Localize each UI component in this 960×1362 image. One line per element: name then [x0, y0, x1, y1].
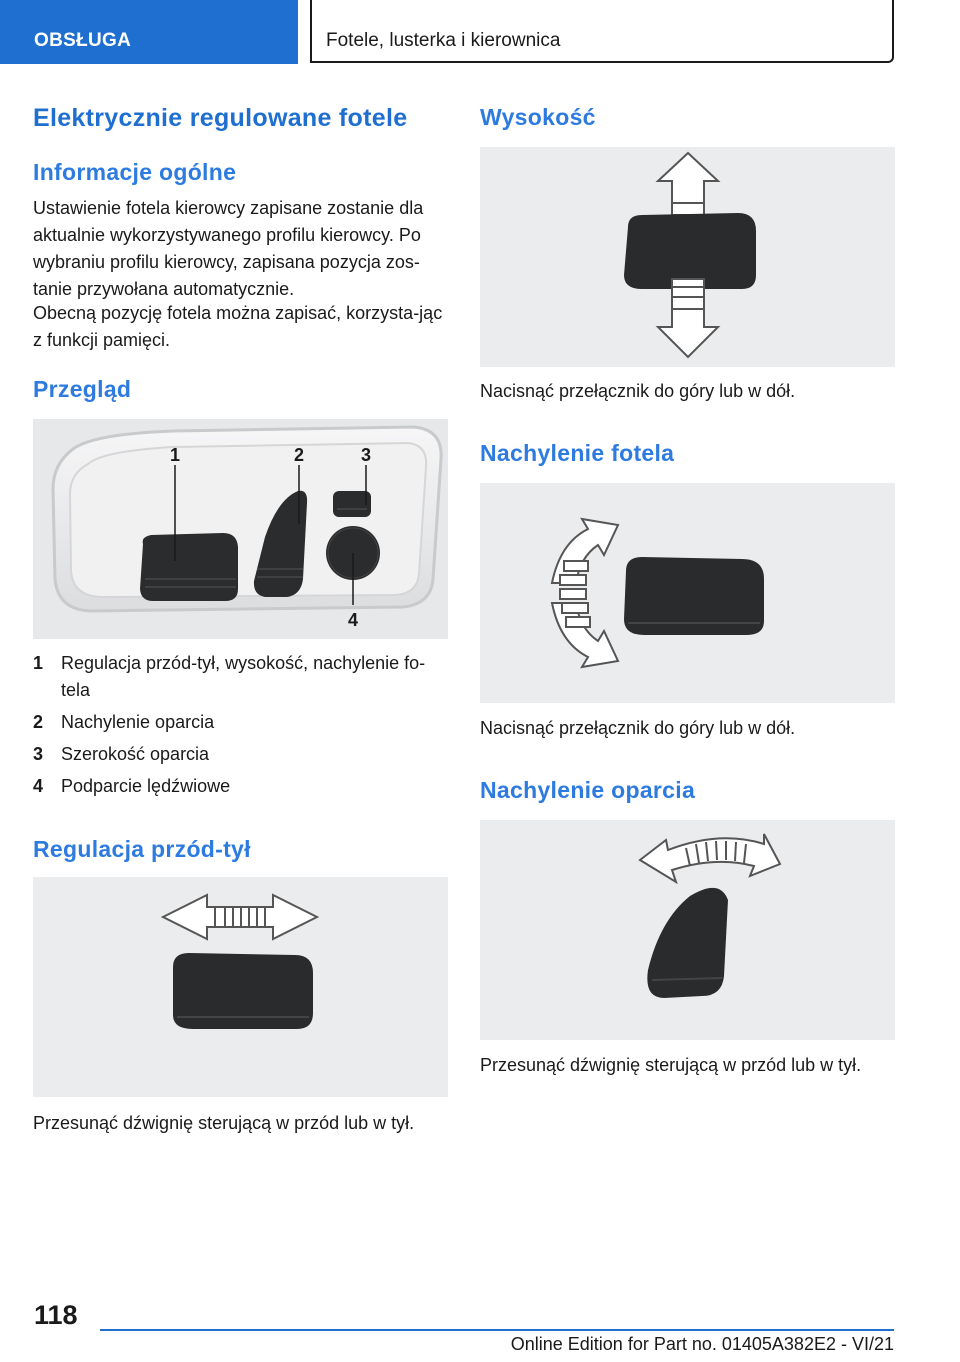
backrest-heading: Nachylenie oparcia	[480, 777, 696, 803]
fore-aft-image	[33, 877, 448, 1097]
tilt-heading: Nachylenie fotela	[480, 440, 675, 466]
legend-item	[33, 773, 451, 800]
header-section-label: OBSŁUGA	[34, 30, 132, 51]
legend-item	[33, 741, 451, 768]
callout-4: 4	[347, 610, 359, 630]
height-image	[480, 147, 895, 367]
legend-label: Podparcie lędźwiowe	[61, 776, 231, 796]
header-section-tab	[0, 0, 298, 64]
general-paragraph-2: Obecną pozycję fotela można zapisać, korzysta-jąc z funkcji pamięci.	[33, 303, 443, 350]
page-title: Elektrycznie regulowane fotele	[33, 104, 408, 132]
legend-number: 3	[33, 744, 44, 764]
backrest-image	[480, 820, 895, 1040]
overview-heading: Przegląd	[33, 376, 132, 402]
legend-label: Szerokość oparcia	[61, 744, 210, 764]
fore-aft-caption: Przesunąć dźwignię sterującą w przód lub w tył.	[33, 1113, 415, 1133]
legend-label: Nachylenie oparcia	[61, 712, 215, 732]
header-chapter-box	[310, 0, 894, 63]
tilt-caption: Nacisnąć przełącznik do góry lub w dół.	[480, 718, 796, 738]
footer-edition: Online Edition for Part no. 01405A382E2 - VI/21	[510, 1334, 894, 1354]
legend-item	[33, 709, 451, 736]
header-chapter-label: Fotele, lusterka i kierownica	[326, 30, 561, 51]
overview-legend	[33, 650, 451, 805]
fore-aft-heading: Regulacja przód-tył	[33, 836, 251, 862]
callout-2: 2	[293, 445, 305, 465]
callout-3: 3	[360, 445, 372, 465]
general-paragraph-1: Ustawienie fotela kierowcy zapisane zostanie dla aktualnie wykorzystywanego profilu kierowcy. Po wybraniu profilu kierowcy, zapisana pozycja zos-tanie przywołana automatycznie.	[33, 198, 424, 299]
height-heading: Wysokość	[480, 104, 596, 130]
legend-label: Regulacja przód-tył, wysokość, nachylenie fo-tela	[61, 653, 426, 700]
legend-number: 1	[33, 653, 44, 673]
page-number: 118	[34, 1300, 78, 1330]
height-caption: Nacisnąć przełącznik do góry lub w dół.	[480, 381, 796, 401]
callout-1: 1	[169, 445, 181, 465]
tilt-image	[480, 483, 895, 703]
legend-number: 2	[33, 712, 44, 732]
legend-number: 4	[33, 776, 44, 796]
seat-controls-overview-image	[33, 419, 448, 639]
general-heading: Informacje ogólne	[33, 159, 237, 185]
legend-item	[33, 650, 451, 704]
backrest-caption: Przesunąć dźwignię sterującą w przód lub w tył.	[480, 1055, 862, 1075]
footer-divider	[100, 1329, 894, 1331]
